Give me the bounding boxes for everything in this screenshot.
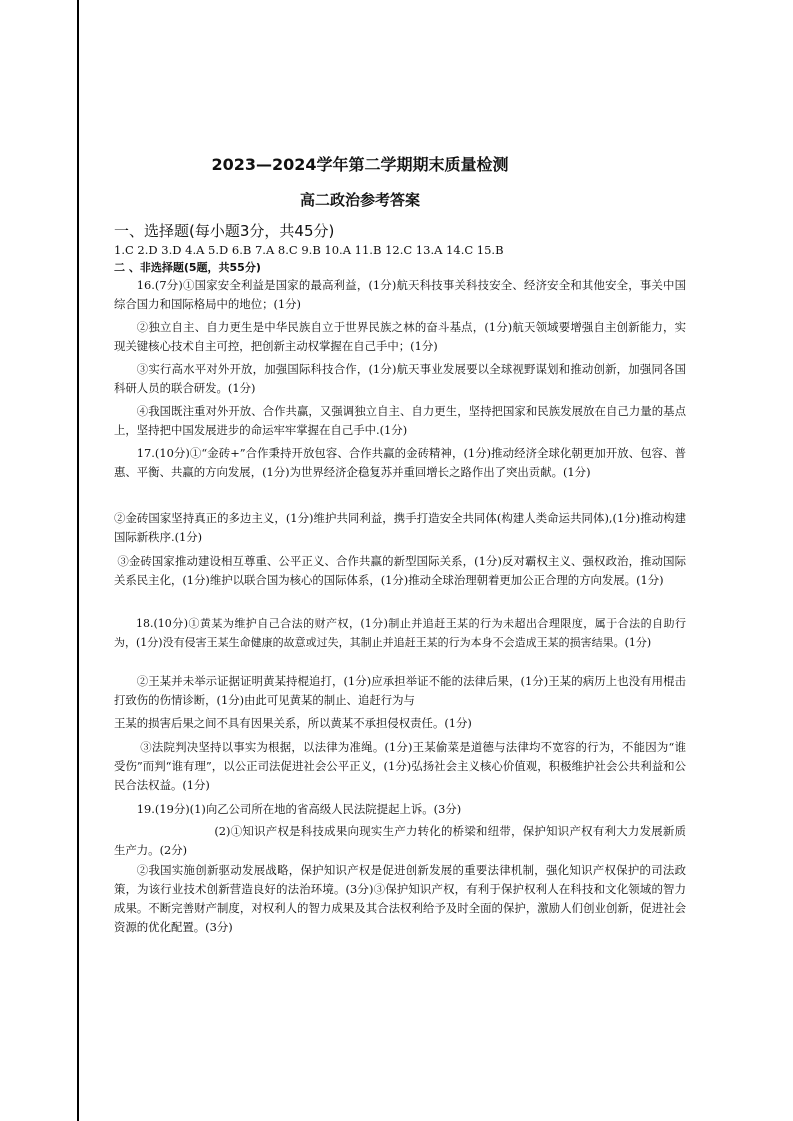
q18-paragraph-1: 18.(10分)①黄某为维护自己合法的财产权，(1分)制止并追赶王某的行为未超出合理限度，属于合法的自助行为，(1分)没有侵害王某生命健康的故意或过失，其制止并追赶王某的行为本身不会造成王某的损害结果。(1分) [114, 617, 686, 649]
q18-paragraph-2-cont: 王某的损害后果之间不具有因果关系，所以黄某不承担侵权责任。(1分) [114, 716, 472, 730]
q19-paragraph-2: (2)①知识产权是科技成果向现实生产力转化的桥梁和纽带，保护知识产权有利大力发展新质生产力。(2分) [114, 824, 686, 857]
section-2-heading: 二 、非选择题(5题，共55分) [114, 261, 261, 274]
q16-paragraph-3: ③实行高水平对外开放，加强国际科技合作，(1分)航天事业发展要以全球视野谋划和推动创新，加强同各国科研人员的联合研发。(1分) [114, 362, 686, 395]
exam-title: 2023—2024学年第二学期期末质量检测 [211, 155, 509, 174]
q18-paragraph-3: ③法院判决坚持以事实为根据，以法律为准绳。(1分)王某偷菜是道德与法律均不宽容的行为，不能因为“谁受伤”而判“谁有理”，以公正司法促进社会公平正义，(1分)弘扬社会主义核心价值观，积极维护社会公共利益和公民合法权益。(1分) [114, 740, 686, 792]
q17-paragraph-2: ②金砖国家坚持真正的多边主义，(1分)维护共同利益，携手打造安全共同体(构建人类命运共同体),(1分)推动构建国际新秩序.(1分) [114, 511, 686, 544]
answer-key-subtitle: 高二政治参考答案 [299, 191, 420, 209]
q19-paragraph-3: ②我国实施创新驱动发展战略，保护知识产权是促进创新发展的重要法律机制，强化知识产权保护的司法政策，为该行业技术创新营造良好的法治环境。(3分)③保护知识产权，有利于保护权利人在科技和文化领域的智力成果。不断完善财产制度，对权利人的智力成果及其合法权利给予及时全面的保护，激励人们创业创新，促进社会资源的优化配置。(3分) [114, 863, 686, 934]
multiple-choice-answers: 1.C 2.D 3.D 4.A 5.D 6.B 7.A 8.C 9.B 10.A 11.B 12.C 13.A 14.C 15.B [114, 243, 504, 257]
q19-paragraph-1: 19.(19分)(1)向乙公司所在地的省高级人民法院提起上诉。(3分) [136, 802, 462, 816]
q18-paragraph-2: ②王某并未举示证据证明黄某持棍追打，(1分)应承担举证不能的法律后果，(1分)王某的病历上也没有用棍击打致伤的伤情诊断，(1分)由此可见黄某的制止、追赶行为与 [114, 674, 686, 707]
q16-paragraph-4: ④我国既注重对外开放、合作共赢，又强调独立自主、自力更生，坚持把国家和民族发展放在自己力量的基点上，坚持把中国发展进步的命运牢牢掌握在自己手中.(1分) [114, 404, 686, 437]
q17-paragraph-1: 17.(10分)①“金砖+”合作秉持开放包容、合作共赢的金砖精神，(1分)推动经济全球化朝更加开放、包容、普惠、平衡、共赢的方向发展，(1分)为世界经济企稳复苏并重回增长之路作出了突出贡献。(1分) [114, 446, 686, 479]
section-1-heading: 一、选择题(每小题3分，共45分) [114, 222, 335, 240]
q16-paragraph-1: 16.(7分)①国家安全利益是国家的最高利益，(1分)航天科技事关科技安全、经济安全和其他安全，事关中国综合国力和国际格局中的地位；(1分) [114, 278, 686, 311]
q17-paragraph-3: ③金砖国家推动建设相互尊重、公平正义、合作共赢的新型国际关系，(1分)反对霸权主义、强权政治，推动国际关系民主化，(1分)维护以联合国为核心的国际体系，(1分)推动全球治理朝着更加公正合理的方向发展。(1分) [114, 554, 686, 587]
q16-paragraph-2: ②独立自主、自力更生是中华民族自立于世界民族之林的奋斗基点，(1分)航天领域要增强自主创新能力，实现关键核心技术自主可控，把创新主动权掌握在自己手中；(1分) [114, 320, 686, 353]
